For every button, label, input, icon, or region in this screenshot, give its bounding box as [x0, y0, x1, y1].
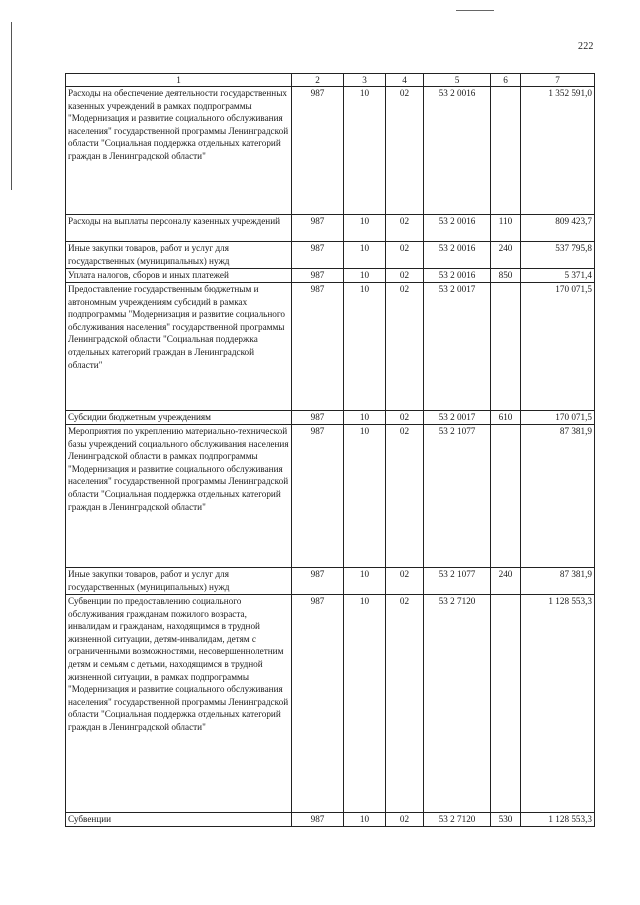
row-admin-code: 987 — [292, 411, 344, 425]
row-target-code: 53 2 1077 — [424, 568, 491, 595]
table-row — [66, 269, 595, 283]
header-col-4: 4 — [386, 74, 424, 87]
header-col-1: 1 — [66, 74, 292, 87]
row-amount: 170 071,5 — [521, 283, 595, 411]
row-admin-code: 987 — [292, 283, 344, 411]
row-name: Предоставление государственным бюджетным и автономным учреждениям субсидий в рамках подпрограммы "Модернизация и развитие социального обслуживания населения" государственной программы Ленинградской области "Социальная поддержка отдельных категорий граждан в Ленинградской области" — [66, 283, 292, 411]
row-subsection: 02 — [386, 595, 424, 813]
row-amount: 87 381,9 — [521, 425, 595, 568]
row-admin-code: 987 — [292, 425, 344, 568]
row-name: Субвенции по предоставлению социального обслуживания гражданам пожилого возраста, инвалидам и гражданам, находящимся в трудной жизненной ситуации, детям-инвалидам, детям с ограниченными возможностями, несовершеннолетним детям и семьям с детьми, находящимся в трудной жизненной ситуации, в рамках подпрограммы "Модернизация и развитие социального обслуживания населения" государственной программы Ленинградской области "Социальная поддержка отдельных категорий граждан в Ленинградской области" — [66, 595, 292, 813]
row-target-code: 53 2 0017 — [424, 283, 491, 411]
row-expense-type — [491, 283, 521, 411]
row-admin-code: 987 — [292, 813, 344, 827]
scan-artifact-dash — [456, 10, 494, 11]
table-row — [66, 813, 595, 827]
row-admin-code: 987 — [292, 215, 344, 242]
row-expense-type: 610 — [491, 411, 521, 425]
row-amount: 809 423,7 — [521, 215, 595, 242]
row-admin-code: 987 — [292, 242, 344, 269]
page-number: 222 — [578, 41, 594, 52]
row-subsection: 02 — [386, 568, 424, 595]
row-section: 10 — [344, 411, 386, 425]
row-target-code: 53 2 0017 — [424, 411, 491, 425]
row-name: Иные закупки товаров, работ и услуг для государственных (муниципальных) нужд — [66, 568, 292, 595]
row-amount: 87 381,9 — [521, 568, 595, 595]
row-subsection: 02 — [386, 215, 424, 242]
row-expense-type: 530 — [491, 813, 521, 827]
row-expense-type: 240 — [491, 242, 521, 269]
table-row — [66, 425, 595, 568]
header-col-2: 2 — [292, 74, 344, 87]
row-subsection: 02 — [386, 87, 424, 215]
table-row — [66, 595, 595, 813]
budget-table — [65, 73, 595, 827]
row-section: 10 — [344, 283, 386, 411]
table-row — [66, 215, 595, 242]
row-admin-code: 987 — [292, 87, 344, 215]
row-target-code: 53 2 7120 — [424, 813, 491, 827]
row-subsection: 02 — [386, 411, 424, 425]
row-amount: 1 128 553,3 — [521, 595, 595, 813]
row-subsection: 02 — [386, 269, 424, 283]
table-row — [66, 568, 595, 595]
row-name: Расходы на выплаты персоналу казенных учреждений — [66, 215, 292, 242]
row-expense-type: 850 — [491, 269, 521, 283]
row-section: 10 — [344, 242, 386, 269]
row-admin-code: 987 — [292, 269, 344, 283]
row-admin-code: 987 — [292, 595, 344, 813]
row-section: 10 — [344, 215, 386, 242]
row-amount: 537 795,8 — [521, 242, 595, 269]
table-row — [66, 87, 595, 215]
row-name: Уплата налогов, сборов и иных платежей — [66, 269, 292, 283]
row-section: 10 — [344, 568, 386, 595]
row-section: 10 — [344, 269, 386, 283]
table-header-row — [66, 74, 595, 87]
row-target-code: 53 2 0016 — [424, 269, 491, 283]
row-subsection: 02 — [386, 813, 424, 827]
table-row — [66, 283, 595, 411]
row-amount: 1 352 591,0 — [521, 87, 595, 215]
row-subsection: 02 — [386, 425, 424, 568]
row-target-code: 53 2 0016 — [424, 215, 491, 242]
table-row — [66, 411, 595, 425]
row-target-code: 53 2 7120 — [424, 595, 491, 813]
row-section: 10 — [344, 813, 386, 827]
row-target-code: 53 2 0016 — [424, 242, 491, 269]
row-expense-type — [491, 87, 521, 215]
row-target-code: 53 2 0016 — [424, 87, 491, 215]
row-section: 10 — [344, 595, 386, 813]
row-subsection: 02 — [386, 283, 424, 411]
row-name: Расходы на обеспечение деятельности государственных казенных учреждений в рамках подпрограммы "Модернизация и развитие социального обслуживания населения" государственной программы Ленинградской области "Социальная поддержка отдельных категорий граждан в Ленинградской области" — [66, 87, 292, 215]
row-amount: 5 371,4 — [521, 269, 595, 283]
row-admin-code: 987 — [292, 568, 344, 595]
row-target-code: 53 2 1077 — [424, 425, 491, 568]
row-name: Иные закупки товаров, работ и услуг для государственных (муниципальных) нужд — [66, 242, 292, 269]
row-amount: 1 128 553,3 — [521, 813, 595, 827]
row-name: Мероприятия по укреплению материально-технической базы учреждений социального обслуживания населения Ленинградской области в рамках подпрограммы "Модернизация и развитие социального обслуживания населения" государственной программы Ленинградской области "Социальная поддержка отдельных категорий граждан в Ленинградской области" — [66, 425, 292, 568]
row-name: Субсидии бюджетным учреждениям — [66, 411, 292, 425]
row-expense-type: 110 — [491, 215, 521, 242]
row-expense-type — [491, 425, 521, 568]
header-col-6: 6 — [491, 74, 521, 87]
table-row — [66, 242, 595, 269]
row-expense-type: 240 — [491, 568, 521, 595]
row-name: Субвенции — [66, 813, 292, 827]
header-col-7: 7 — [521, 74, 595, 87]
row-expense-type — [491, 595, 521, 813]
row-section: 10 — [344, 87, 386, 215]
header-col-5: 5 — [424, 74, 491, 87]
scan-margin-line — [11, 22, 12, 190]
header-col-3: 3 — [344, 74, 386, 87]
row-amount: 170 071,5 — [521, 411, 595, 425]
row-subsection: 02 — [386, 242, 424, 269]
row-section: 10 — [344, 425, 386, 568]
